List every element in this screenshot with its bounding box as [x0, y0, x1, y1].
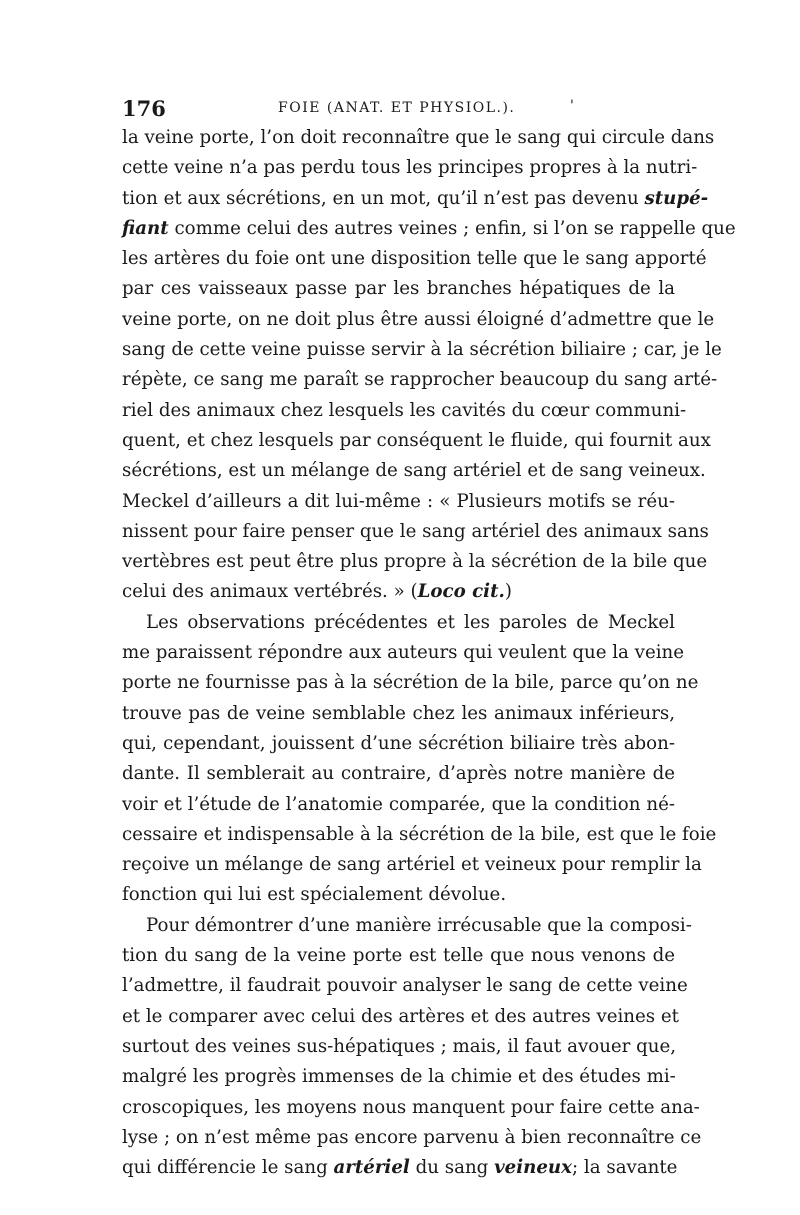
print-mark: ' — [570, 98, 574, 114]
text-line: sang de cette veine puisse servir à la sécrétion biliaire ; car, je le — [122, 339, 722, 361]
running-title: FOIE (ANAT. ET PHYSIOL.). — [278, 100, 516, 116]
text-line: celui des animaux vertébrés. » (Loco cit.) — [122, 581, 512, 603]
text-line: cessaire et indispensable à la sécrétion de la bile, est que le foie — [122, 823, 717, 845]
text-line: surtout des veines sus-hépatiques ; mais, il faut avouer que, — [122, 1035, 677, 1057]
text-line: veine porte, on ne doit plus être aussi éloigné d’admettre que le — [122, 308, 715, 330]
text-line: trouve pas de veine semblable chez les animaux inférieurs, — [122, 702, 675, 724]
text-line: sécrétions, est un mélange de sang artériel et de sang veineux. — [122, 460, 706, 482]
text-line: la veine porte, l’on doit reconnaître que le sang qui circule dans — [122, 127, 715, 148]
text-line: tion et aux sécrétions, en un mot, qu’il n’est pas devenu stupé- — [122, 187, 709, 209]
italic-term: veineux — [494, 1157, 573, 1179]
text-line: me paraissent répondre aux auteurs qui veulent que la veine — [122, 642, 685, 664]
italic-term: Loco cit. — [417, 581, 505, 603]
text-line: et le comparer avec celui des artères et des autres veines et — [122, 1005, 679, 1027]
text-line: Pour démontrer d’une manière irrécusable que la composi- — [146, 914, 692, 936]
text-line: voir et l’étude de l’anatomie comparée, que la condition né- — [122, 793, 675, 815]
text-line: répète, ce sang me paraît se rapprocher beaucoup du sang arté- — [122, 369, 718, 391]
text-line: l’admettre, il faudrait pouvoir analyser le sang de cette veine — [122, 975, 688, 997]
text-line: tion du sang de la veine porte est telle que nous venons de — [122, 945, 675, 967]
text-line: Les observations précédentes et les paroles de Meckel — [146, 611, 675, 633]
italic-term: stupé- — [644, 187, 709, 209]
italic-term: fiant — [122, 217, 169, 239]
text-line: fiant comme celui des autres veines ; enfin, si l’on se rappelle que — [122, 217, 736, 239]
text-line: par ces vaisseaux passe par les branches hépatiques de la — [122, 278, 675, 300]
italic-term: artériel — [333, 1157, 410, 1179]
text-line: riel des animaux chez lesquels les cavités du cœur communi- — [122, 399, 687, 421]
page-number: 176 — [122, 96, 166, 121]
text-line: malgré les progrès immenses de la chimie et des études mi- — [122, 1066, 676, 1088]
text-line: quent, et chez lesquels par conséquent le fluide, qui fournit aux — [122, 429, 711, 451]
text-line: fonction qui lui est spécialement dévolue. — [122, 884, 507, 906]
text-line: qui différencie le sang artériel du sang veineux; la savante — [122, 1157, 678, 1179]
text-line: qui, cependant, jouissent d’une sécrétion biliaire très abon- — [122, 732, 675, 754]
text-line: dante. Il semblerait au contraire, d’après notre manière de — [122, 763, 675, 785]
text-line: Meckel d’ailleurs a dit lui-même : « Plusieurs motifs se réu- — [122, 490, 675, 512]
text-line: nissent pour faire penser que le sang artériel des animaux sans — [122, 520, 709, 542]
text-line: vertèbres est peut être plus propre à la sécrétion de la bile que — [122, 551, 708, 573]
text-line: les artères du foie ont une disposition telle que le sang apporté — [122, 248, 707, 270]
body-text — [122, 123, 736, 1183]
text-line: croscopiques, les moyens nous manquent pour faire cette ana- — [122, 1096, 700, 1118]
text-line: porte ne fournisse pas à la sécrétion de la bile, parce qu’on ne — [122, 672, 699, 694]
text-line: cette veine n’a pas perdu tous les principes propres à la nutri- — [122, 157, 698, 179]
page-header — [122, 96, 682, 124]
text-line: lyse ; on n’est même pas encore parvenu à bien reconnaître ce — [122, 1126, 702, 1148]
text-line: reçoive un mélange de sang artériel et veineux pour remplir la — [122, 854, 702, 876]
